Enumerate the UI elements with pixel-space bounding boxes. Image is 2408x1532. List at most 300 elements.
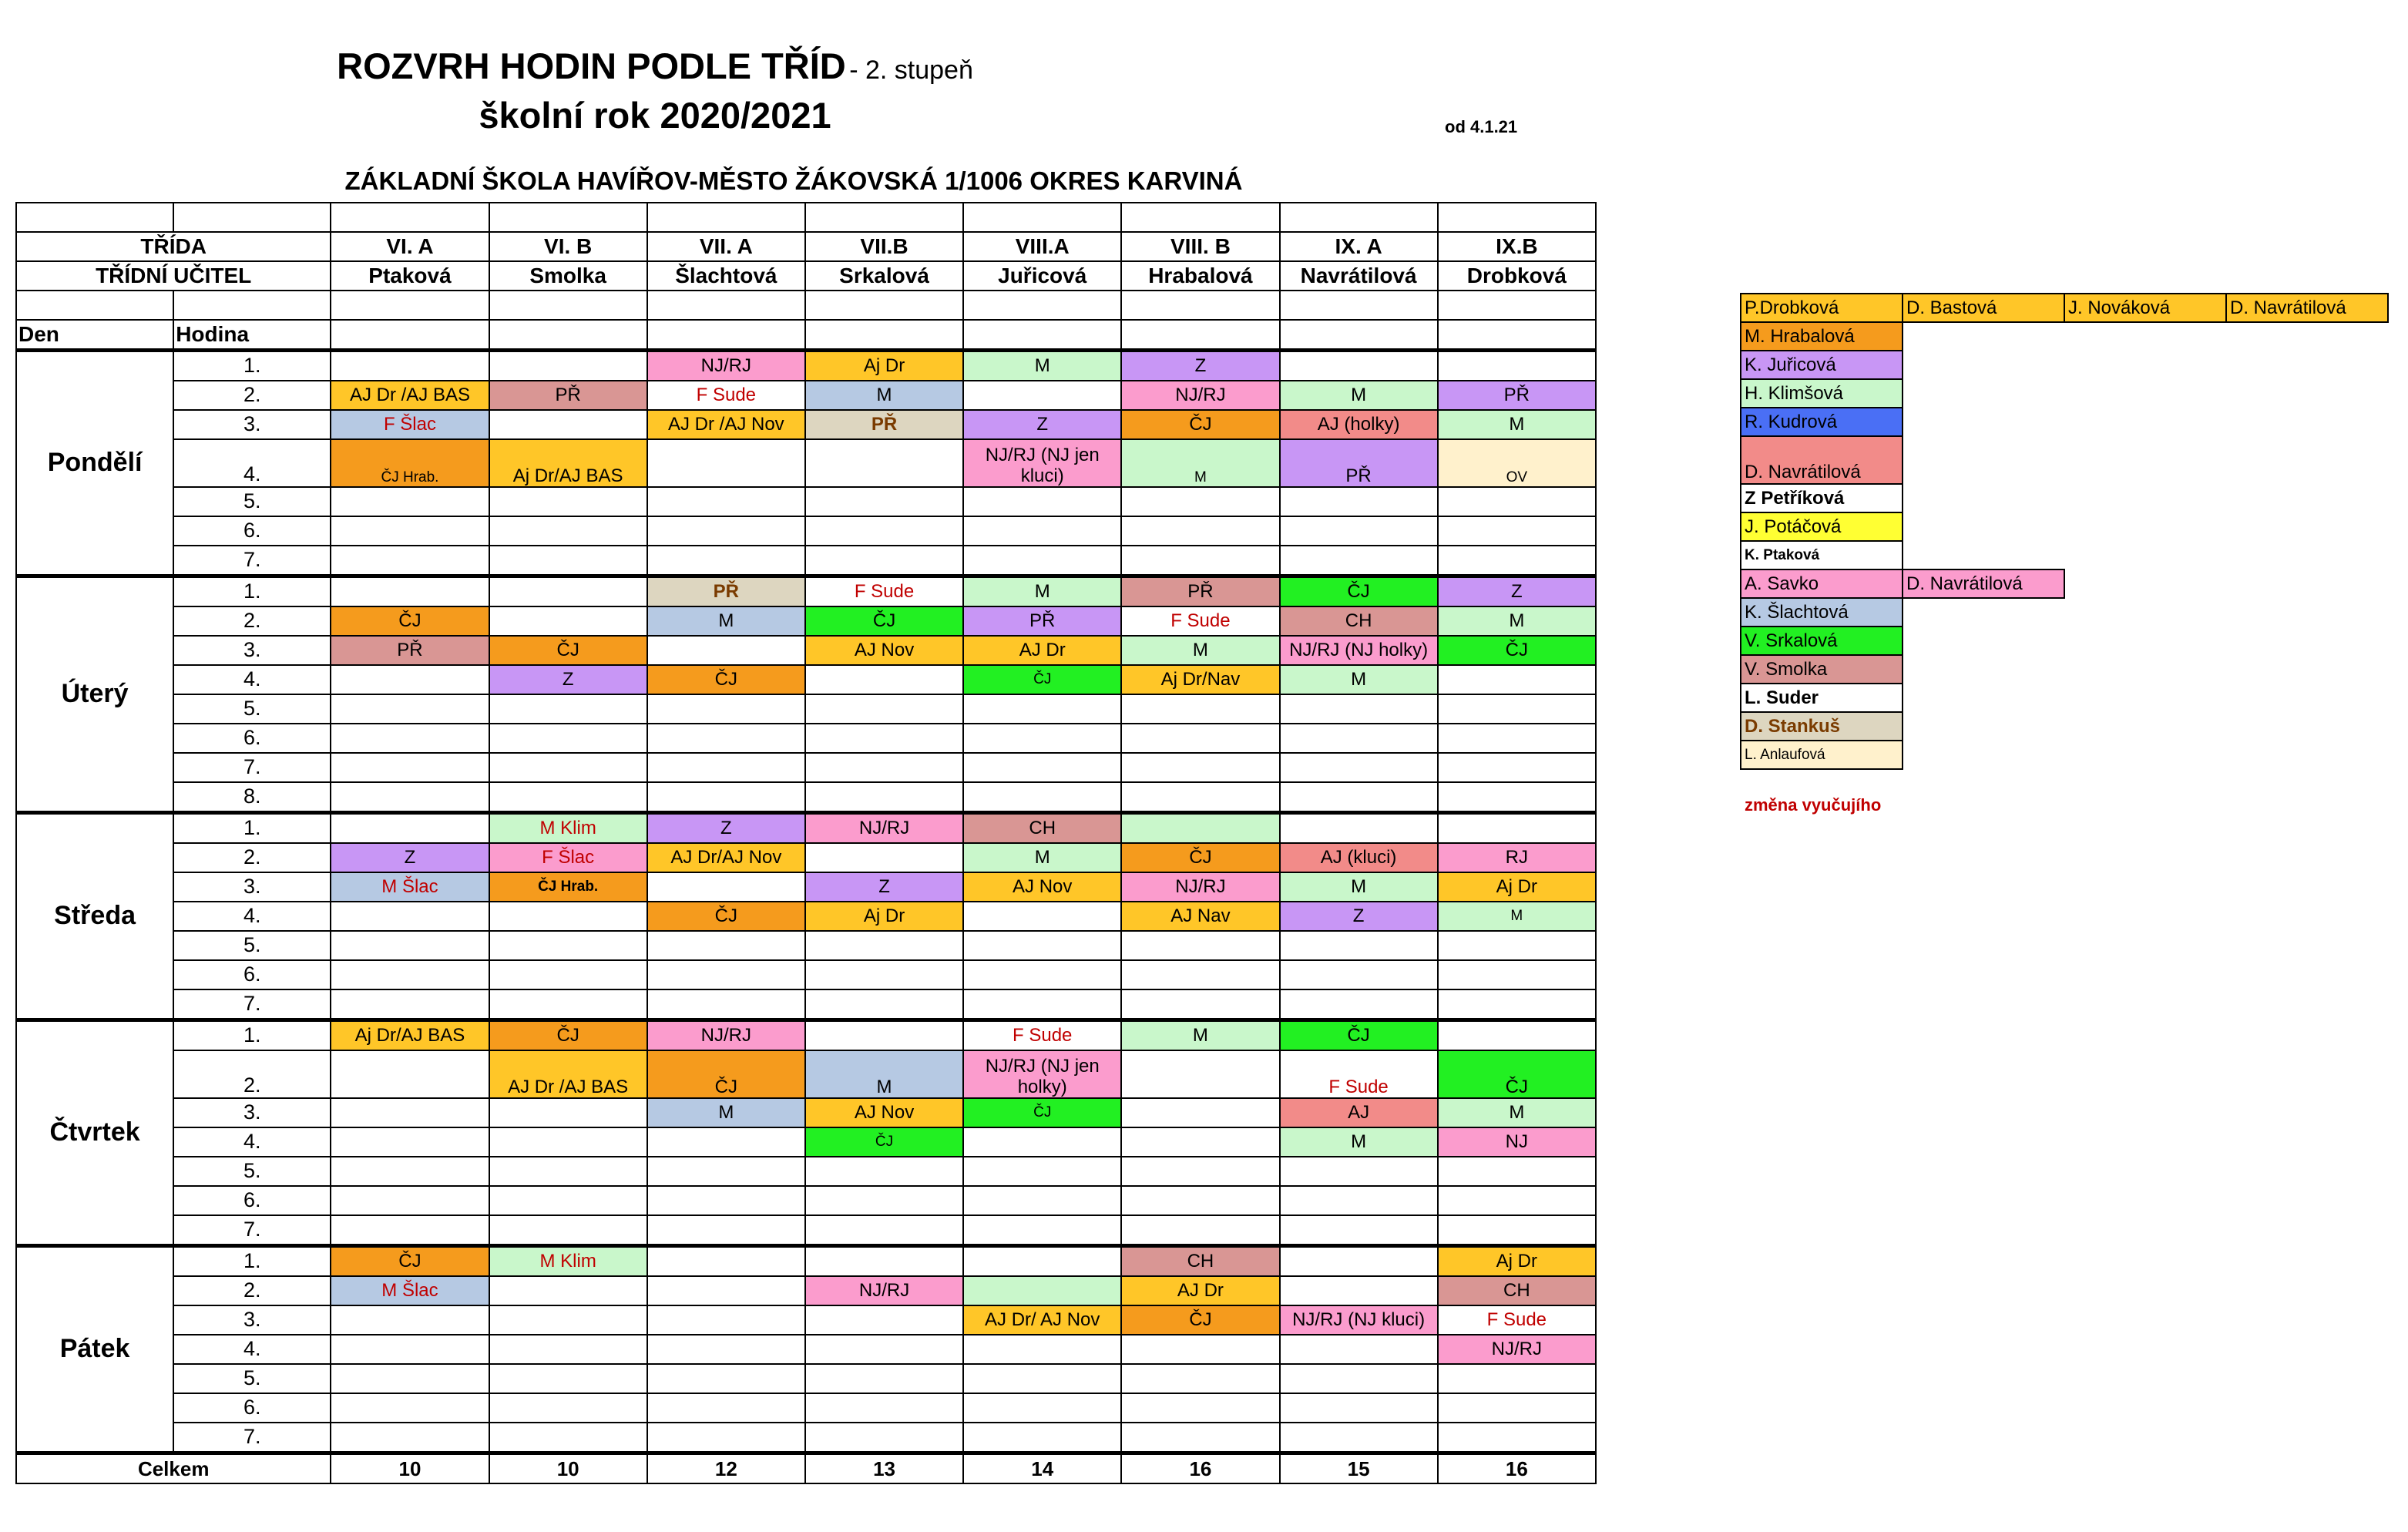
teacher-header: Srkalová [805, 261, 963, 291]
hour-number: 5. [173, 487, 331, 516]
lesson-cell [647, 724, 805, 753]
legend-teacher: K. Ptaková [1741, 541, 1903, 569]
lesson-cell [963, 1186, 1121, 1215]
legend-empty [2226, 627, 2388, 655]
blank-cell [1438, 291, 1596, 320]
lesson-cell [1121, 1423, 1279, 1453]
timetable-row [16, 1276, 1596, 1305]
teacher-header: Ptaková [331, 261, 489, 291]
lesson-cell [1280, 351, 1438, 381]
lesson-cell [963, 1246, 1121, 1277]
hour-number: 2. [173, 843, 331, 872]
blank-cell [489, 291, 647, 320]
day-name: Pátek [16, 1246, 173, 1453]
teacher-header: Šlachtová [647, 261, 805, 291]
legend-empty [1903, 741, 2064, 769]
lesson-cell: PŘ [489, 381, 647, 410]
lesson-cell [805, 1335, 963, 1364]
lesson-cell [1438, 724, 1596, 753]
hour-number: 1. [173, 1020, 331, 1051]
legend-empty [2064, 512, 2226, 541]
legend-row [1741, 541, 2388, 569]
lesson-cell [1280, 1393, 1438, 1423]
legend-row [1741, 436, 2388, 484]
lesson-cell [647, 1276, 805, 1305]
lesson-cell: PŘ [963, 606, 1121, 636]
lesson-cell [489, 931, 647, 960]
total-value: 12 [647, 1453, 805, 1484]
lesson-cell [331, 1098, 489, 1127]
lesson-cell: F Sude [1280, 1050, 1438, 1098]
total-value: 16 [1121, 1453, 1279, 1484]
lesson-cell [1121, 1364, 1279, 1393]
lesson-cell [647, 1186, 805, 1215]
lesson-cell [331, 902, 489, 931]
legend-empty [2064, 541, 2226, 569]
lesson-cell [1280, 694, 1438, 724]
lesson-cell [1121, 931, 1279, 960]
timetable-row [16, 960, 1596, 989]
lesson-cell [1438, 1364, 1596, 1393]
hour-number: 5. [173, 694, 331, 724]
total-value: 10 [331, 1453, 489, 1484]
lesson-cell [331, 1215, 489, 1246]
lesson-cell: CH [1280, 606, 1438, 636]
timetable-row [16, 843, 1596, 872]
legend-empty [2226, 684, 2388, 712]
lesson-cell [1438, 1393, 1596, 1423]
lesson-cell [1280, 813, 1438, 844]
timetable-row [16, 636, 1596, 665]
lesson-cell: F Šlac [489, 843, 647, 872]
timetable-row [16, 516, 1596, 546]
legend-teacher: A. Savko [1741, 569, 1903, 598]
class-header: VI. B [489, 232, 647, 261]
lesson-cell [963, 516, 1121, 546]
legend-empty [1903, 379, 2064, 408]
lesson-cell [1280, 1423, 1438, 1453]
lesson-cell [1438, 516, 1596, 546]
lesson-cell [1438, 813, 1596, 844]
hour-number: 5. [173, 1157, 331, 1186]
legend-empty [2064, 655, 2226, 684]
timetable-row [16, 1423, 1596, 1453]
lesson-cell: Z [647, 813, 805, 844]
lesson-cell [1438, 1020, 1596, 1051]
legend-note: změna vyučujího [1745, 795, 1882, 815]
hour-number: 3. [173, 636, 331, 665]
timetable-row [16, 606, 1596, 636]
blank-cell [1121, 320, 1279, 351]
lesson-cell [1280, 487, 1438, 516]
lesson-cell [805, 1215, 963, 1246]
lesson-cell [647, 782, 805, 813]
legend-empty [2226, 379, 2388, 408]
lesson-cell: M [1121, 636, 1279, 665]
blank-cell [173, 203, 331, 232]
lesson-cell [1438, 1423, 1596, 1453]
legend-empty [1903, 627, 2064, 655]
lesson-cell [805, 1157, 963, 1186]
lesson-cell: M [1438, 1098, 1596, 1127]
lesson-cell [647, 636, 805, 665]
lesson-cell [489, 1364, 647, 1393]
legend-empty [1903, 712, 2064, 741]
lesson-cell [647, 1246, 805, 1277]
lesson-cell: AJ Nov [805, 1098, 963, 1127]
timetable-row [16, 546, 1596, 576]
hour-number: 1. [173, 576, 331, 607]
timetable-row [16, 487, 1596, 516]
legend-teacher: K. Šlachtová [1741, 598, 1903, 627]
timetable-row [16, 1364, 1596, 1393]
legend-teacher: P.Drobková [1741, 294, 1903, 322]
lesson-cell [1438, 931, 1596, 960]
lesson-cell [805, 1020, 963, 1051]
timetable-row [16, 1393, 1596, 1423]
timetable-row [16, 753, 1596, 782]
blank-cell [647, 320, 805, 351]
day-label: Den [16, 320, 173, 351]
hour-number: 2. [173, 1050, 331, 1098]
lesson-cell [805, 546, 963, 576]
legend-teacher: D. Navrátilová [1741, 436, 1903, 484]
blank-cell [1438, 203, 1596, 232]
legend-empty [2064, 322, 2226, 351]
day-name: Čtvrtek [16, 1020, 173, 1246]
lesson-cell: AJ [1280, 1098, 1438, 1127]
legend-empty [2226, 741, 2388, 769]
lesson-cell: AJ Dr/ AJ Nov [963, 1305, 1121, 1335]
timetable-row [16, 1157, 1596, 1186]
lesson-cell [331, 576, 489, 607]
hour-number: 3. [173, 1098, 331, 1127]
lesson-cell: PŘ [1121, 576, 1279, 607]
hour-number: 1. [173, 351, 331, 381]
blank-cell [173, 291, 331, 320]
lesson-cell [489, 516, 647, 546]
lesson-cell: Z [963, 410, 1121, 439]
lesson-cell [1121, 1186, 1279, 1215]
legend-teacher: H. Klimšová [1741, 379, 1903, 408]
lesson-cell: ČJ [1438, 636, 1596, 665]
lesson-cell [1438, 694, 1596, 724]
lesson-cell: AJ Nov [805, 636, 963, 665]
hour-number: 2. [173, 606, 331, 636]
lesson-cell: F Sude [963, 1020, 1121, 1051]
hour-label: Hodina [173, 320, 331, 351]
legend-teacher: D. Bastová [1903, 294, 2064, 322]
lesson-cell: M Šlac [331, 1276, 489, 1305]
teacher-header: Smolka [489, 261, 647, 291]
lesson-cell [1121, 813, 1279, 844]
legend-empty [2226, 322, 2388, 351]
lesson-cell [1121, 487, 1279, 516]
legend-empty [2064, 436, 2226, 484]
lesson-cell [1280, 989, 1438, 1020]
lesson-cell [331, 1127, 489, 1157]
legend-row [1741, 741, 2388, 769]
lesson-cell: NJ/RJ [647, 351, 805, 381]
lesson-cell [1280, 782, 1438, 813]
legend-teacher: V. Srkalová [1741, 627, 1903, 655]
lesson-cell: AJ Dr /AJ BAS [489, 1050, 647, 1098]
lesson-cell [805, 487, 963, 516]
class-label: TŘÍDA [16, 232, 331, 261]
total-label: Celkem [16, 1453, 331, 1484]
legend-empty [2226, 541, 2388, 569]
legend-teacher: L. Suder [1741, 684, 1903, 712]
lesson-cell [331, 782, 489, 813]
lesson-cell [1280, 546, 1438, 576]
lesson-cell [647, 439, 805, 487]
lesson-cell [805, 516, 963, 546]
total-value: 10 [489, 1453, 647, 1484]
timetable-row [16, 439, 1596, 487]
lesson-cell [805, 1186, 963, 1215]
hour-number: 4. [173, 439, 331, 487]
lesson-cell [647, 487, 805, 516]
lesson-cell: ČJ [647, 665, 805, 694]
lesson-cell: RJ [1438, 843, 1596, 872]
lesson-cell [805, 665, 963, 694]
hour-number: 4. [173, 902, 331, 931]
lesson-cell: AJ Nov [963, 872, 1121, 902]
lesson-cell [331, 1050, 489, 1098]
lesson-cell: ČJ [963, 665, 1121, 694]
hour-number: 1. [173, 1246, 331, 1277]
lesson-cell: NJ/RJ [805, 813, 963, 844]
hour-number: 1. [173, 813, 331, 844]
legend-row [1741, 484, 2388, 512]
lesson-cell [489, 410, 647, 439]
timetable-row [16, 694, 1596, 724]
lesson-cell [331, 1393, 489, 1423]
lesson-cell: CH [1438, 1276, 1596, 1305]
lesson-cell: M [1438, 410, 1596, 439]
total-value: 15 [1280, 1453, 1438, 1484]
legend-empty [1903, 351, 2064, 379]
legend-row [1741, 322, 2388, 351]
lesson-cell [963, 1423, 1121, 1453]
lesson-cell [1280, 1364, 1438, 1393]
blank-cell [963, 203, 1121, 232]
lesson-cell [963, 1127, 1121, 1157]
hour-number: 2. [173, 1276, 331, 1305]
hour-number: 7. [173, 753, 331, 782]
lesson-cell: M [1121, 1020, 1279, 1051]
legend-empty [2226, 484, 2388, 512]
teacher-legend [1740, 293, 2389, 770]
lesson-cell: Z [1280, 902, 1438, 931]
lesson-cell: CH [1121, 1246, 1279, 1277]
blank-cell [647, 291, 805, 320]
lesson-cell [805, 843, 963, 872]
lesson-cell: Z [1121, 351, 1279, 381]
lesson-cell [331, 753, 489, 782]
hour-number: 7. [173, 989, 331, 1020]
timetable-row [16, 1127, 1596, 1157]
legend-row [1741, 655, 2388, 684]
lesson-cell: F Šlac [331, 410, 489, 439]
teacher-header: Navrátilová [1280, 261, 1438, 291]
lesson-cell: NJ/RJ (NJ jen holky) [963, 1050, 1121, 1098]
lesson-cell [805, 724, 963, 753]
lesson-cell: AJ Nav [1121, 902, 1279, 931]
lesson-cell: Aj Dr/AJ BAS [489, 439, 647, 487]
legend-row [1741, 712, 2388, 741]
lesson-cell [331, 931, 489, 960]
lesson-cell [647, 546, 805, 576]
valid-from: od 4.1.21 [1445, 117, 1518, 136]
lesson-cell: AJ Dr [1121, 1276, 1279, 1305]
hour-number: 5. [173, 931, 331, 960]
lesson-cell: Aj Dr [1438, 872, 1596, 902]
timetable-row [16, 724, 1596, 753]
lesson-cell [647, 1335, 805, 1364]
legend-row [1741, 598, 2388, 627]
lesson-cell: M [963, 843, 1121, 872]
legend-empty [2064, 569, 2226, 598]
legend-empty [2064, 627, 2226, 655]
lesson-cell [489, 782, 647, 813]
lesson-cell [489, 1335, 647, 1364]
lesson-cell [1121, 782, 1279, 813]
lesson-cell [489, 546, 647, 576]
lesson-cell [489, 724, 647, 753]
blank-cell [16, 291, 173, 320]
lesson-cell [1121, 546, 1279, 576]
legend-teacher: K. Juřicová [1741, 351, 1903, 379]
lesson-cell [963, 931, 1121, 960]
timetable-row [16, 1098, 1596, 1127]
blank-cell [963, 291, 1121, 320]
lesson-cell [331, 989, 489, 1020]
legend-empty [2064, 598, 2226, 627]
legend-empty [2226, 655, 2388, 684]
lesson-cell [963, 546, 1121, 576]
lesson-cell [489, 902, 647, 931]
lesson-cell: ČJ [647, 1050, 805, 1098]
hour-number: 3. [173, 410, 331, 439]
timetable-row [16, 902, 1596, 931]
teacher-header: Hrabalová [1121, 261, 1279, 291]
lesson-cell: NJ/RJ (NJ jen kluci) [963, 439, 1121, 487]
lesson-cell [963, 753, 1121, 782]
lesson-cell [1280, 753, 1438, 782]
class-header: IX. A [1280, 232, 1438, 261]
lesson-cell [1280, 516, 1438, 546]
legend-row [1741, 294, 2388, 322]
lesson-cell [963, 1215, 1121, 1246]
lesson-cell [1280, 1186, 1438, 1215]
lesson-cell [1438, 1215, 1596, 1246]
lesson-cell [1438, 960, 1596, 989]
lesson-cell [1121, 724, 1279, 753]
lesson-cell [1121, 989, 1279, 1020]
timetable-row [16, 813, 1596, 844]
hour-number: 3. [173, 1305, 331, 1335]
lesson-cell [805, 782, 963, 813]
blank-cell [331, 291, 489, 320]
hour-number: 7. [173, 1423, 331, 1453]
blank-cell [805, 203, 963, 232]
lesson-cell [489, 576, 647, 607]
lesson-cell [1121, 516, 1279, 546]
lesson-cell [805, 960, 963, 989]
lesson-cell [489, 694, 647, 724]
legend-row [1741, 351, 2388, 379]
blank-cell [805, 320, 963, 351]
day-name: Úterý [16, 576, 173, 813]
blank-cell [805, 291, 963, 320]
lesson-cell: ČJ [805, 1127, 963, 1157]
lesson-cell [647, 989, 805, 1020]
total-value: 13 [805, 1453, 963, 1484]
hour-number: 6. [173, 960, 331, 989]
hour-number: 6. [173, 724, 331, 753]
lesson-cell [647, 1215, 805, 1246]
legend-teacher: V. Smolka [1741, 655, 1903, 684]
hour-number: 5. [173, 1364, 331, 1393]
legend-row [1741, 512, 2388, 541]
lesson-cell [489, 487, 647, 516]
lesson-cell [963, 1157, 1121, 1186]
lesson-cell: M [1438, 902, 1596, 931]
lesson-cell [647, 960, 805, 989]
timetable-row [16, 1050, 1596, 1098]
lesson-cell [805, 1246, 963, 1277]
legend-empty [1903, 408, 2064, 436]
lesson-cell: F Sude [647, 381, 805, 410]
lesson-cell: Z [805, 872, 963, 902]
legend-empty [2226, 712, 2388, 741]
timetable [15, 202, 1597, 1484]
lesson-cell [647, 1157, 805, 1186]
lesson-cell [963, 1335, 1121, 1364]
title-sub: - 2. stupeň [849, 55, 973, 85]
lesson-cell [489, 1098, 647, 1127]
lesson-cell: OV [1438, 439, 1596, 487]
lesson-cell: M [805, 381, 963, 410]
legend-empty [2064, 684, 2226, 712]
legend-teacher: D. Navrátilová [1903, 569, 2064, 598]
lesson-cell [963, 487, 1121, 516]
lesson-cell [1280, 1335, 1438, 1364]
legend-teacher: M. Hrabalová [1741, 322, 1903, 351]
lesson-cell: ČJ [1121, 843, 1279, 872]
lesson-cell [805, 1423, 963, 1453]
lesson-cell [331, 724, 489, 753]
lesson-cell [331, 1423, 489, 1453]
blank-cell [16, 203, 173, 232]
hour-number: 6. [173, 1393, 331, 1423]
lesson-cell [1280, 1215, 1438, 1246]
legend-empty [2226, 408, 2388, 436]
legend-row [1741, 684, 2388, 712]
lesson-cell: M [963, 576, 1121, 607]
timetable-row [16, 1215, 1596, 1246]
lesson-cell [1121, 1335, 1279, 1364]
lesson-cell [331, 351, 489, 381]
day-name: Středa [16, 813, 173, 1020]
lesson-cell: AJ Dr /AJ Nov [647, 410, 805, 439]
lesson-cell: NJ/RJ [805, 1276, 963, 1305]
legend-row [1741, 408, 2388, 436]
class-header: VII.B [805, 232, 963, 261]
lesson-cell: M [647, 606, 805, 636]
blank-cell [489, 320, 647, 351]
